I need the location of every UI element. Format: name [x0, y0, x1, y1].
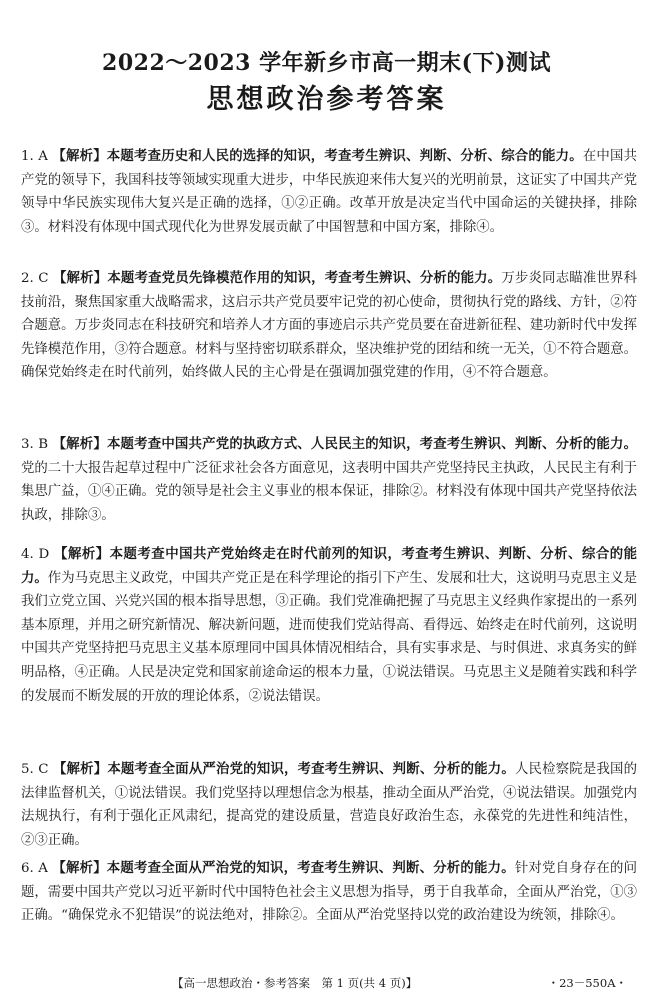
question-5 [21, 758, 637, 852]
question-number: 3. B [21, 437, 49, 452]
analysis-tag: 【解析】 [52, 860, 107, 876]
analysis-tag: 【解析】 [52, 761, 108, 777]
analysis-tag: 【解析】 [52, 270, 108, 286]
analysis-tag: 【解析】 [54, 546, 110, 562]
question-number: 5. C [21, 762, 49, 777]
question-lead: 本题考查党员先锋模范作用的知识，考查考生辨识、分析的能力。 [107, 270, 502, 286]
question-body: 党的二十大报告起草过程中广泛征求社会各方面意见，这表明中国共产党坚持民主执政，人民民主有利于集思广益，①④正确。党的领导是社会主义事业的根本保证，排除②。材料没有体现中国共产党坚持依法执政，排除③。 [21, 460, 637, 523]
question-number: 6. A [21, 861, 48, 876]
question-body: 万步炎同志瞄准世界科技前沿，聚焦国家重大战略需求，这启示共产党员要牢记党的初心使命，贯彻执行党的路线、方针，②符合题意。万步炎同志在科技研究和培养人才方面的事迹启示共产党员要在奋进新征程、建功新时代中发挥先锋模范作用，③符合题意。材料与坚持密切联系群众，坚决维护党的团结和统一无关，①不符合题意。确保党始终走在时代前列，始终做人民的主心骨是在强调加强党建的作用，④不符合题意。 [21, 271, 638, 381]
question-number: 1. A [21, 149, 48, 164]
footer-code: ・23－550A・ [547, 976, 627, 990]
question-6 [21, 857, 637, 928]
answer-key-title: 思想政治参考答案 [206, 84, 447, 115]
question-number: 4. D [21, 547, 50, 562]
question-body: 作为马克思主义政党，中国共产党正是在科学理论的指引下产生、发展和壮大，这说明马克思主义是我们立党立国、兴党兴国的根本指导思想，③正确。我们党准确把握了马克思主义经典作家提出的一系列基本原理，并用之研究新情况、解决新问题，进而使我们党站得高、看得远、始终走在时代前列，这说明中国共产党坚持把马克思主义基本原理同中国具体情况相结合，具有实事求是、与时俱进、求真务实的鲜明品格，④正确。人民是决定党和国家前途命运的根本力量，①说法错误。马克思主义是随着实践和科学的发展而不断发展的开放的理论体系，②说法错误。 [21, 570, 638, 704]
question-2 [21, 267, 637, 385]
question-body: 针对党自身存在的问题，需要中国共产党以习近平新时代中国特色社会主义思想为指导，勇于自我革命，全面从严治党，①③正确。“确保党永不犯错误”的说法绝对，排除②。全面从严治党坚持以党的政治建设为统领，排除④。 [21, 861, 638, 924]
question-body: 在中国共产党的领导下，我国科技等领域实现重大进步，中华民族迎来伟大复兴的光明前景，这证实了中国共产党领导中华民族实现伟大复兴是正确的选择，①②正确。改革开放是决定当代中国命运的关键抉择，排除③。材料没有体现中国式现代化为世界发展贡献了中国智慧和中国方案，排除④。 [21, 149, 638, 235]
question-lead: 本题考查历史和人民的选择的知识，考查考生辨识、判断、分析、综合的能力。 [106, 148, 583, 164]
question-lead: 本题考查中国共产党始终走在时代前列的知识，考查考生辨识、判断、分析、综合的能力。 [21, 546, 638, 586]
exam-title: 2022～2023 学年新乡市高一期末(下)测试 [102, 50, 551, 76]
question-lead: 本题考查中国共产党的执政方式、人民民主的知识，考查考生辨识、判断、分析的能力。 [106, 436, 638, 452]
footer-page-info: 【高一思想政治・参考答案 第 1 页(共 4 页)】 [172, 976, 418, 990]
question-1 [21, 145, 637, 239]
analysis-tag: 【解析】 [52, 148, 107, 164]
question-3 [21, 433, 637, 527]
question-4 [21, 543, 637, 708]
analysis-tag: 【解析】 [52, 436, 107, 452]
question-lead: 本题考查全面从严治党的知识，考查考生辨识、判断、分析的能力。 [107, 761, 515, 777]
question-number: 2. C [21, 271, 49, 286]
question-body: 人民检察院是我国的法律监督机关，①说法错误。我们党坚持以理想信念为根基，推动全面从严治党，④说法错误。加强党内法规执行，有利于强化正风肃纪，提高党的建设质量，营造良好政治生态，永葆党的先进性和纯洁性，②③正确。 [21, 762, 638, 848]
question-lead: 本题考查全面从严治党的知识，考查考生辨识、判断、分析的能力。 [106, 860, 515, 876]
